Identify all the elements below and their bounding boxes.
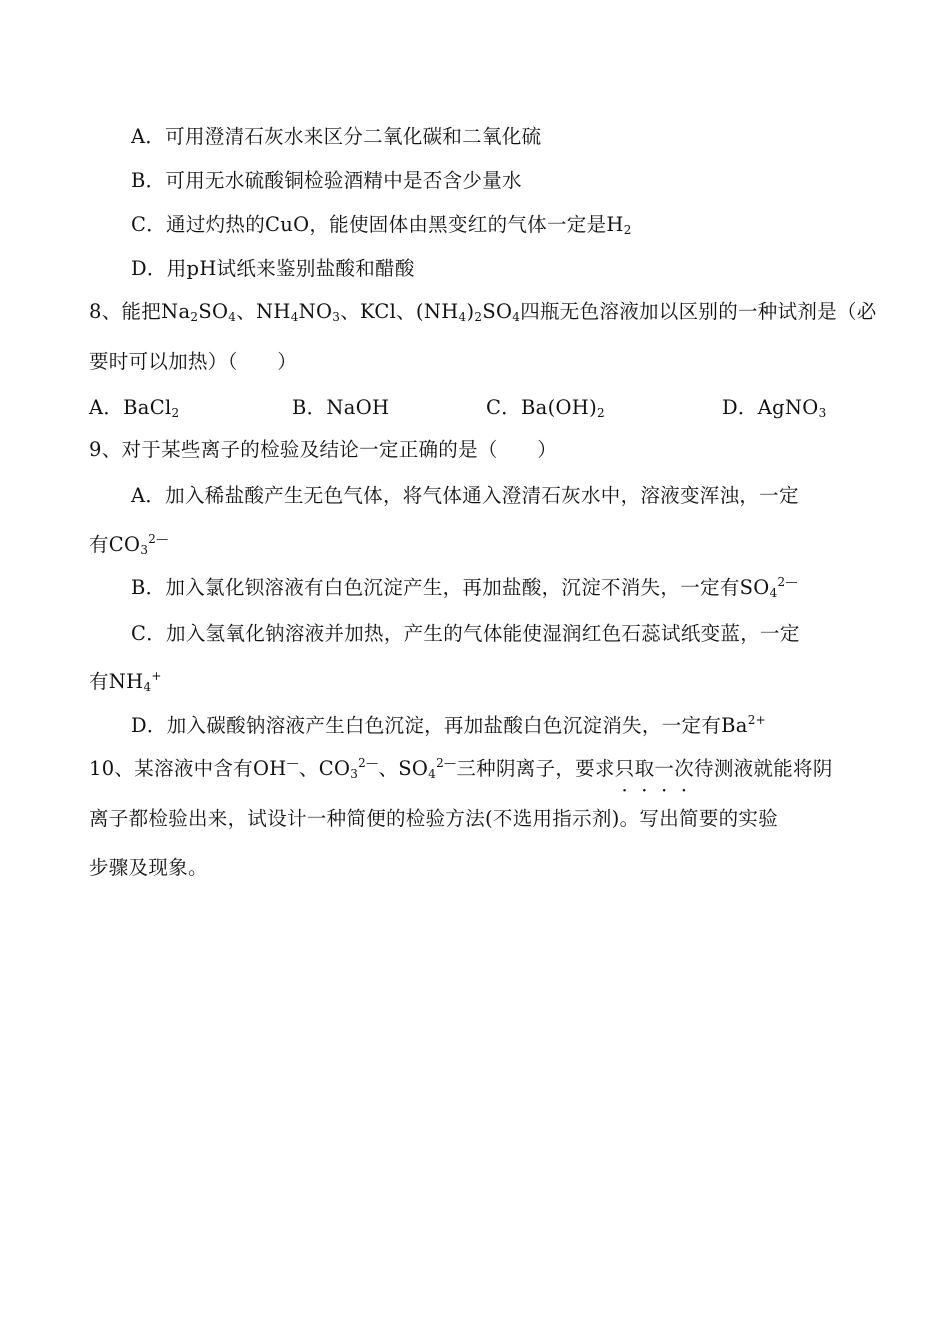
q10-sup: — (286, 756, 299, 770)
q8-sub: 2 (190, 310, 199, 324)
q10-stem-line1 (89, 756, 833, 782)
q8-stem-line2: 要时可以加热）（ ） (89, 350, 298, 373)
q7-option-d: D．用pH试纸来鉴别盐酸和醋酸 (131, 257, 415, 280)
q8-option-a (89, 395, 179, 421)
q8-sub: 4 (458, 310, 467, 324)
q9-sup: + (151, 669, 162, 683)
q8-sub: 4 (228, 310, 237, 324)
q10-emphasis: 取 (634, 757, 655, 780)
q8-option-c (486, 395, 605, 421)
q8-text: 、NH (236, 300, 291, 323)
q10-emphasis: 次 (674, 757, 695, 780)
q9-text: 有NH (89, 670, 144, 693)
q8-option-d-sub: 3 (818, 406, 827, 420)
q9-option-d (131, 713, 766, 739)
q9-sub: 4 (143, 680, 152, 694)
q8-option-c-sub: 2 (596, 406, 605, 420)
q9-option-c-line2 (89, 669, 162, 695)
q10-stem-line3: 步骤及现象。 (89, 856, 208, 879)
q8-sub: 4 (512, 310, 521, 324)
q9-option-a-line2 (89, 532, 169, 558)
q10-emphasis: 一 (654, 757, 675, 780)
q8-option-d-text: D．AgNO (722, 396, 819, 419)
q9-option-c-line1: C．加入氢氧化钠溶液并加热，产生的气体能使湿润红色石蕊试纸变蓝，一定 (131, 622, 800, 645)
q9-text: D．加入碳酸钠溶液产生白色沉淀，再加盐酸白色沉淀消失，一定有Ba (131, 714, 748, 737)
q10-text: 三种阴离子，要求 (456, 757, 615, 780)
q10-sub: 4 (428, 767, 437, 781)
q9-text: B．加入氯化钡溶液有白色沉淀产生，再加盐酸，沉淀不消失，一定有SO (131, 576, 770, 599)
q10-text: 待测液就能将阴 (694, 757, 833, 780)
q10-stem-line2: 离子都检验出来，试设计一种简便的检验方法(不选用指示剂)。写出简要的实验 (89, 807, 779, 830)
q8-text: ) (466, 300, 475, 323)
q8-option-a-sub: 2 (171, 406, 180, 420)
q9-sup: 2— (148, 532, 169, 546)
q7-option-a: A．可用澄清石灰水来区分二氧化碳和二氧化硫 (131, 125, 542, 148)
q10-sup: 2— (358, 756, 379, 770)
q8-text: 8、能把Na (89, 300, 191, 323)
q9-sup: 2+ (747, 713, 766, 727)
q8-text: 、KCl、(NH (340, 300, 459, 323)
q10-text: 、CO (298, 757, 351, 780)
q9-sup: 2— (777, 575, 798, 589)
q8-text: SO (482, 300, 513, 323)
q10-emphasis: 只 (614, 757, 635, 780)
q10-sup: 2— (436, 756, 457, 770)
q8-sub: 2 (474, 310, 483, 324)
q9-option-b (131, 575, 798, 601)
q8-option-b: B．NaOH (292, 396, 390, 419)
q10-text: 、SO (378, 757, 429, 780)
q9-sub: 4 (769, 586, 778, 600)
q7-option-c (131, 212, 632, 238)
q9-sub: 3 (140, 543, 149, 557)
q9-option-a-line1: A．加入稀盐酸产生无色气体，将气体通入澄清石灰水中，溶液变浑浊，一定 (131, 484, 799, 507)
q7-option-c-text: C．通过灼热的CuO，能使固体由黑变红的气体一定是H (131, 213, 624, 236)
q8-option-c-text: C．Ba(OH) (486, 396, 597, 419)
q8-option-a-text: A．BaCl (89, 396, 172, 419)
q9-text: 有CO (89, 533, 141, 556)
q8-stem-line1 (89, 299, 877, 325)
q7-option-b: B．可用无水硫酸铜检验酒精中是否含少量水 (131, 169, 522, 192)
q8-sub: 4 (290, 310, 299, 324)
q8-text: 四瓶无色溶液加以区别的一种试剂是（必 (520, 300, 877, 323)
q9-stem: 9、对于某些离子的检验及结论一定正确的是（ ） (89, 438, 558, 461)
q8-text: SO (198, 300, 229, 323)
q7-option-c-sub: 2 (623, 223, 632, 237)
q10-text: 10、某溶液中含有OH (89, 757, 287, 780)
q8-sub: 3 (332, 310, 341, 324)
q8-text: NO (298, 300, 333, 323)
q10-sub: 3 (350, 767, 359, 781)
q8-option-d (722, 395, 827, 421)
